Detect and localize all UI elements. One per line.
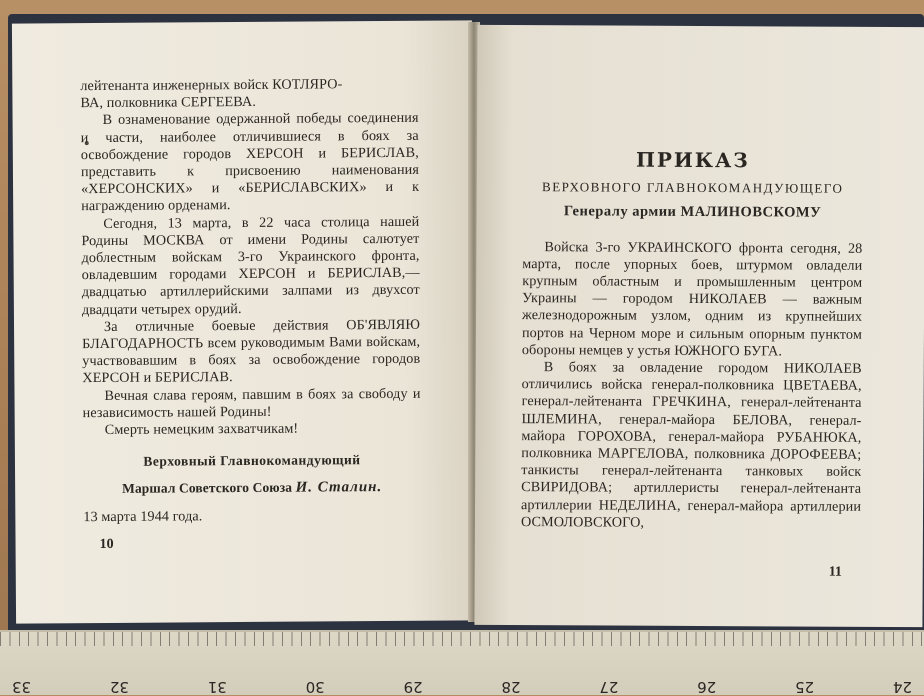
ruler-number: 24 [892, 678, 912, 696]
ruler-number: 26 [697, 678, 717, 696]
ruler-number: 30 [305, 678, 325, 696]
ruler-ticks [0, 632, 924, 646]
left-page-text [80, 76, 421, 526]
signature-name: И. Сталин. [295, 479, 383, 497]
ruler [0, 630, 924, 695]
right-page-text [521, 121, 863, 533]
right-page [474, 25, 924, 627]
paragraph: Войска 3-го УКРАИНСКОГО фронта сегодня, 28 марта, после упорных боев, штурмом овладели крупным областным и промышленным центром Украины — городом НИКОЛАЕВ — важным железнодорожным узлом, одним из крупнейших портов на Черном море и сильным опорным пунктом обороны немцев у устья ЮЖНОГО БУГА. [521, 238, 863, 360]
text-line: лейтенанта инженерных войск КОТЛЯРО- [80, 76, 343, 95]
left-page [12, 20, 476, 623]
paragraph: В ознаменование одержанной победы соединения и части, наиболее отличившиеся в боях за освобождение городов ХЕРСОН и БЕРИСЛАВ, представить к присвоению наименования «ХЕРСОНСКИХ» и «БЕРИСЛАВСКИХ» и к награждению орденами. [80, 110, 420, 215]
order-title: ПРИКАЗ [635, 147, 750, 173]
ruler-number: 33 [12, 678, 32, 696]
order-addressee: Генералу армии МАЛИНОВСКОМУ [563, 203, 822, 222]
ruler-number: 27 [599, 678, 619, 696]
ruler-number: 32 [109, 678, 129, 696]
paragraph: Вечная слава героям, павшим в боях за свободу и независимость нашей Родины! [82, 385, 421, 421]
page-number-right: 11 [828, 564, 842, 580]
ruler-number: 29 [403, 678, 423, 696]
signature-line [83, 478, 421, 499]
paragraph: В боях за овладение городом НИКОЛАЕВ отличились войска генерал-полковника ЦВЕТАЕВА, генерал-лейтенанта ГРЕЧКИНА, генерал-лейтенанта ШЛЕМИНА, генерал-майора БЕЛОВА, генерал-майора ГОРОХОВА, генерал-майора РУБАНЮКА, полковника МАРГЕЛОВА, полковника ДОРОФЕЕВА; танкисты генерал-лейтенанта танковых войск СВИРИДОВА; артиллеристы генерал-лейтенанта артиллерии НЕДЕЛИНА, генерал-майора артиллерии ОСМОЛОВСКОГО, [520, 359, 862, 531]
signature-rank: Маршал Советского Союза [122, 480, 293, 497]
ruler-number: 28 [501, 678, 521, 696]
paragraph: За отличные боевые действия ОБ'ЯВЛЯЮ БЛАГОДАРНОСТЬ всем руководимым Вами войскам, участвовавшим в боях за освобождение городов ХЕРСОН и БЕРИСЛАВ. [82, 316, 421, 387]
paragraph: Смерть немецким захватчикам! [104, 420, 299, 439]
order-subtitle: ВЕРХОВНОГО ГЛАВНОКОМАНДУЮЩЕГО [542, 179, 844, 196]
ruler-number: 25 [795, 678, 815, 696]
ruler-numbers [0, 676, 924, 696]
signature-title: Верховный Главнокомандующий [143, 452, 361, 469]
order-date: 13 марта 1944 года. [83, 507, 203, 525]
text-line: ВА, полковника СЕРГЕЕВА. [80, 94, 257, 112]
paragraph: Сегодня, 13 марта, в 22 часа столица нашей Родины МОСКВА от имени Родины салютует доблестным войскам 3-го Украинского фронта, овладевшим городами ХЕРСОН и БЕРИСЛАВ,—двадцатью артиллерийскими залпами из двухсот двадцати четырех орудий. [81, 213, 420, 318]
ruler-number: 31 [207, 678, 227, 696]
page-number-left: 10 [99, 536, 114, 553]
